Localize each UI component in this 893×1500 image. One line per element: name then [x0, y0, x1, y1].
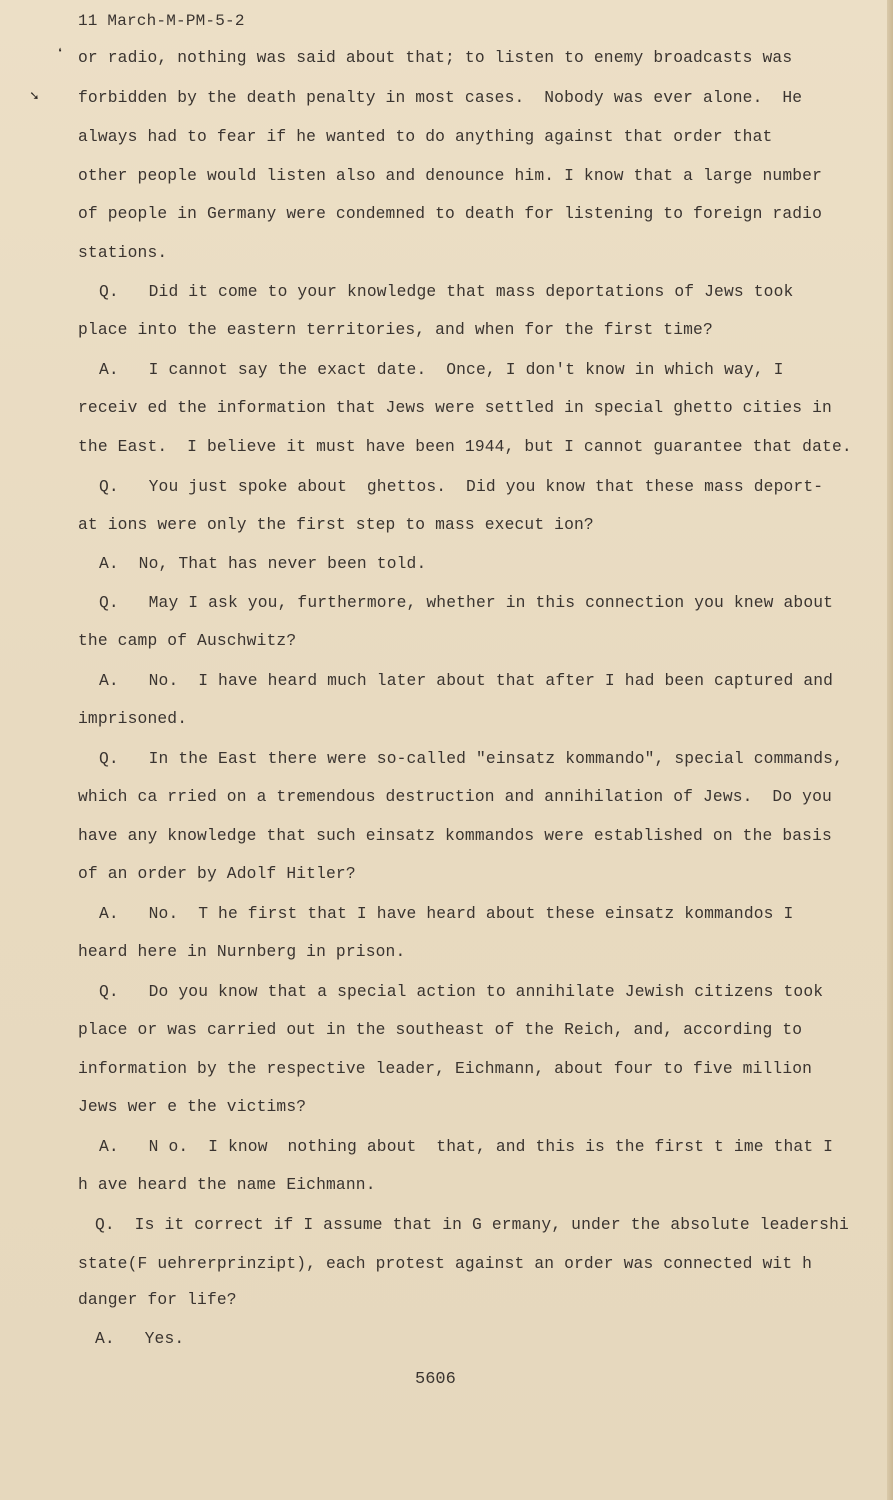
- transcript-line: place or was carried out in the southeast of the Reich, and, according to: [78, 1020, 803, 1039]
- transcript-line: receiv ed the information that Jews were settled in special ghetto cities in: [78, 398, 832, 417]
- page-header: 11 March-M-PM-5-2: [78, 12, 245, 30]
- transcript-line: h ave heard the name Eichmann.: [78, 1175, 376, 1194]
- transcript-line: A. I cannot say the exact date. Once, I don't know in which way, I: [99, 360, 784, 379]
- margin-mark-2: ➘: [30, 89, 39, 105]
- transcript-line: Q. In the East there were so-called "einsatz kommando", special commands,: [99, 749, 844, 768]
- transcript-line: stations.: [78, 243, 168, 262]
- transcript-line: A. Yes.: [95, 1329, 185, 1348]
- transcript-line: at ions were only the first step to mass execut ion?: [78, 515, 594, 534]
- transcript-line: the camp of Auschwitz?: [78, 631, 297, 650]
- transcript-line: state(F uehrerprinzipt), each protest against an order was connected wit h: [78, 1254, 813, 1273]
- transcript-line: imprisoned.: [78, 709, 188, 728]
- page-edge: [887, 0, 893, 1500]
- transcript-line: the East. I believe it must have been 1944, but I cannot guarantee that date.: [78, 437, 852, 456]
- transcript-line: or radio, nothing was said about that; to listen to enemy broadcasts was: [78, 48, 793, 67]
- transcript-line: place into the eastern territories, and when for the first time?: [78, 320, 713, 339]
- transcript-line: Q. You just spoke about ghettos. Did you know that these mass deport-: [99, 477, 824, 496]
- transcript-line: A. No. I have heard much later about that after I had been captured and: [99, 671, 834, 690]
- transcript-line: Q. May I ask you, furthermore, whether in this connection you knew about: [99, 593, 834, 612]
- transcript-line: always had to fear if he wanted to do anything against that order that: [78, 127, 773, 146]
- transcript-line: of people in Germany were condemned to death for listening to foreign radio: [78, 204, 823, 223]
- transcript-line: A. No, That has never been told.: [99, 554, 427, 573]
- transcript-line: forbidden by the death penalty in most cases. Nobody was ever alone. He: [78, 88, 803, 107]
- transcript-line: heard here in Nurnberg in prison.: [78, 942, 406, 961]
- transcript-line: Q. Do you know that a special action to annihilate Jewish citizens took: [99, 982, 824, 1001]
- transcript-line: Jews wer e the victims?: [78, 1097, 307, 1116]
- transcript-line: of an order by Adolf Hitler?: [78, 864, 356, 883]
- transcript-line: other people would listen also and denounce him. I know that a large number: [78, 166, 823, 185]
- margin-mark-1: ❛: [56, 47, 65, 63]
- transcript-line: danger for life?: [78, 1290, 237, 1309]
- transcript-line: information by the respective leader, Eichmann, about four to five million: [78, 1059, 813, 1078]
- transcript-line: which ca rried on a tremendous destruction and annihilation of Jews. Do you: [78, 787, 832, 806]
- transcript-line: Q. Did it come to your knowledge that mass deportations of Jews took: [99, 282, 794, 301]
- transcript-line: A. N o. I know nothing about that, and this is the first t ime that I: [99, 1137, 834, 1156]
- transcript-line: Q. Is it correct if I assume that in G ermany, under the absolute leadershi: [95, 1215, 849, 1234]
- transcript-line: A. No. T he first that I have heard about these einsatz kommandos I: [99, 904, 794, 923]
- page-number: 5606: [415, 1370, 456, 1389]
- transcript-line: have any knowledge that such einsatz kommandos were established on the basis: [78, 826, 832, 845]
